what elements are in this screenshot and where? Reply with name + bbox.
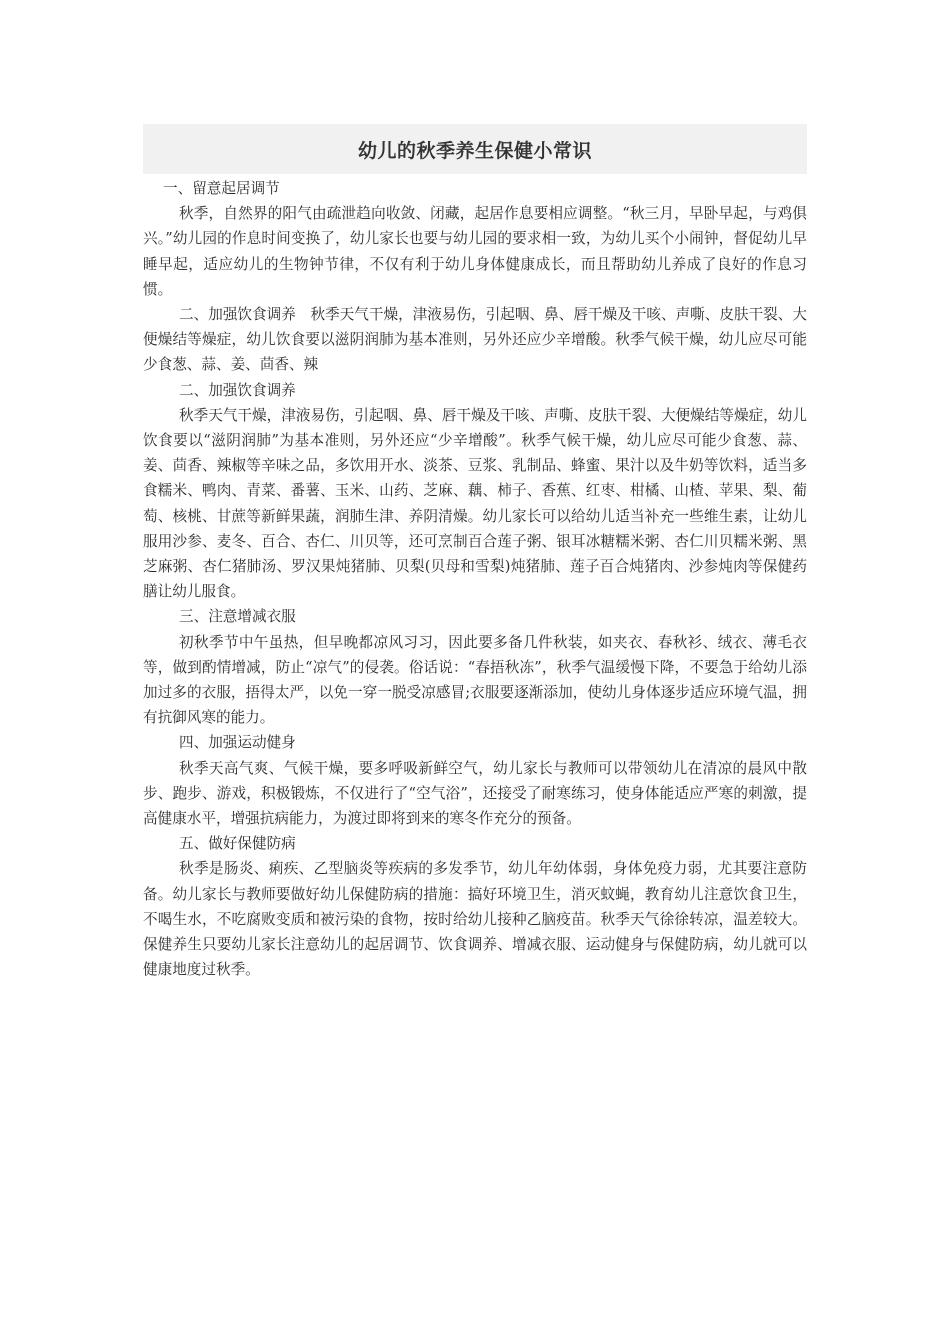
section-body-3: 秋季天气干燥，津液易伤，引起咽、鼻、唇干燥及干咳、声嘶、皮肤干裂、大便燥结等燥症，幼儿饮食要以“滋阴润肺”为基本准则，另外还应“少辛增酸”。秋季气候干燥，幼儿应尽可能少食葱、蒜、姜、茴香、辣椒等辛味之品，多饮用开水、淡茶、豆浆、乳制品、蜂蜜、果汁以及牛奶等饮料，适当多食糯米、鸭肉、青菜、番薯、玉米、山药、芝麻、藕、柿子、香蕉、红枣、柑橘、山楂、苹果、梨、葡萄、核桃、甘蔗等新鲜果蔬，润肺生津、养阴清燥。幼儿家长可以给幼儿适当补充一些维生素，让幼儿服用沙参、麦冬、百合、杏仁、川贝等，还可烹制百合莲子粥、银耳冰糖糯米粥、杏仁川贝糯米粥、黑芝麻粥、杏仁猪肺汤、罗汉果炖猪肺、贝梨(贝母和雪梨)炖猪肺、莲子百合炖猪肉、沙参炖肉等保健药膳让幼儿服食。 (143, 406, 807, 601)
section-heading-4: 三、注意增减衣服 (179, 608, 296, 626)
section-body-6: 秋季是肠炎、痢疾、乙型脑炎等疾病的多发季节，幼儿年幼体弱，身体免疫力弱，尤其要注意防备。幼儿家长与教师要做好幼儿保健防病的措施：搞好环境卫生，消灭蚊蝇，教育幼儿注意饮食卫生，不喝生水，不吃腐败变质和被污染的食物，按时给幼儿接种乙脑疫苗。秋季天气徐徐转凉，温差较大。保健养生只要幼儿家长注意幼儿的起居调节、饮食调养、增减衣服、运动健身与保健防病，幼儿就可以健康地度过秋季。 (143, 860, 807, 979)
document-title: 幼儿的秋季养生保健小常识 (357, 139, 592, 162)
section-body-2-inline: 二、加强饮食调养 秋季天气干燥，津液易伤，引起咽、鼻、唇干燥及干咳、声嘶、皮肤干裂、大便燥结等燥症，幼儿饮食要以滋阴润肺为基本准则，另外还应少辛增酸。秋季气候干燥，幼儿应尽可能少食葱、蒜、姜、茴香、辣 (143, 306, 807, 374)
section-heading-5: 四、加强运动健身 (179, 734, 296, 752)
title-bar (143, 124, 807, 174)
section-heading-1: 一、留意起居调节 (163, 180, 280, 197)
section-body-5: 秋季天高气爽、气候干燥，要多呼吸新鲜空气，幼儿家长与教师可以带领幼儿在清凉的晨风中散步、跑步、游戏，积极锻炼，不仅进行了“空气浴”，还接受了耐寒练习，使身体能适应严寒的刺激，提高健康水平，增强抗病能力，为渡过即将到来的寒冬作充分的预备。 (143, 759, 807, 828)
document-page (143, 124, 807, 983)
document-content (143, 176, 807, 983)
section-body-1: 秋季，自然界的阳气由疏泄趋向收敛、闭藏，起居作息要相应调整。“秋三月，早卧早起，与鸡俱兴。”幼儿园的作息时间变换了，幼儿家长也要与幼儿园的要求相一致，为幼儿买个小闹钟，督促幼儿早睡早起，适应幼儿的生物钟节律，不仅有利于幼儿身体健康成长，而且帮助幼儿养成了良好的作息习惯。 (143, 205, 807, 298)
section-body-4: 初秋季节中午虽热，但早晚都凉风习习，因此要多备几件秋装，如夹衣、春秋衫、绒衣、薄毛衣等，做到酌情增减，防止“凉气”的侵袭。俗话说：“春捂秋冻”，秋季气温缓慢下降，不要急于给幼儿添加过多的衣服，捂得太严，以免一穿一脱受凉感冒;衣服要逐渐添加，使幼儿身体逐步适应环境气温，拥有抗御风寒的能力。 (143, 633, 807, 727)
section-heading-3: 二、加强饮食调养 (179, 381, 296, 399)
section-heading-6: 五、做好保健防病 (179, 835, 296, 853)
